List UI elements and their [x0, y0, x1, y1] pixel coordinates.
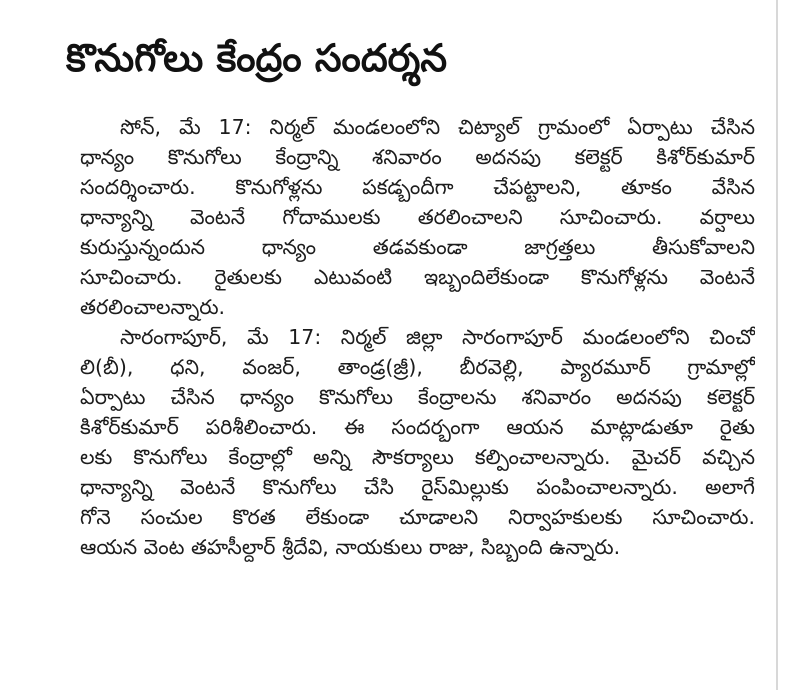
text-line: సూచించారు. రైతులకు ఎటువంటి ఇబ్బందిలేకుండా కొనుగోళ్లను వెంటనే [80, 265, 755, 289]
text-line: లకు కొనుగోలు కేంద్రాల్లో అన్ని సౌకర్యాలు కల్పించాలన్నారు. మైచర్ వచ్చిన [80, 445, 755, 469]
paragraph-1 [80, 112, 755, 322]
cropped-previous-text [130, 0, 600, 3]
article-body [80, 112, 755, 562]
text-line: సారంగాపూర్, మే 17: నిర్మల్ జిల్లా సారంగాపూర్ మండలంలోని చించో [120, 325, 755, 349]
text-line: గోనె సంచుల కొరత లేకుండా చూడాలని నిర్వాహకులకు సూచించారు. [80, 505, 755, 529]
column-divider [776, 0, 778, 690]
article-headline: కొనుగోలు కేంద్రం సందర్శన [66, 36, 447, 80]
text-line: ధాన్యాన్ని వెంటనే కొనుగోలు చేసి రైస్‌మిల్లుకు పంపించాలన్నారు. అలాగే [80, 475, 755, 499]
text-line: సందర్శించారు. కొనుగోళ్లను పకడ్బందీగా చేపట్టాలని, తూకం వేసిన [80, 175, 755, 199]
text-line: కురుస్తున్నందున ధాన్యం తడవకుండా జాగ్రత్తలు తీసుకోవాలని [80, 235, 755, 259]
text-line: సోన్, మే 17: నిర్మల్ మండలంలోని చిట్యాల్ గ్రామంలో ఏర్పాటు చేసిన [120, 115, 755, 139]
text-line: లి(బీ), ధని, వంజర్, తాండ్ర(జ్రీ), బీరవెల్లి, ప్యారమూర్ గ్రామాల్లో [80, 355, 755, 379]
text-line: ధాన్యం కొనుగోలు కేంద్రాన్ని శనివారం అదనపు కలెక్టర్ కిశోర్‌కుమార్ [80, 145, 755, 169]
text-line: ఆయన వెంట తహసీల్దార్ శ్రీదేవి, నాయకులు రాజు, సిబ్బంది ఉన్నారు. [80, 535, 621, 559]
text-line: ఏర్పాటు చేసిన ధాన్యం కొనుగోలు కేంద్రాలను శనివారం అదనపు కలెక్టర్ [80, 385, 755, 409]
paragraph-2 [80, 322, 755, 562]
text-line: తరలించాలన్నారు. [80, 295, 226, 319]
text-line: ధాన్యాన్ని వెంటనే గోదాములకు తరలించాలని సూచించారు. వర్షాలు [80, 205, 755, 229]
text-line: కిశోర్‌కుమార్ పరిశీలించారు. ఈ సందర్భంగా ఆయన మాట్లాడుతూ రైతు [80, 415, 755, 439]
